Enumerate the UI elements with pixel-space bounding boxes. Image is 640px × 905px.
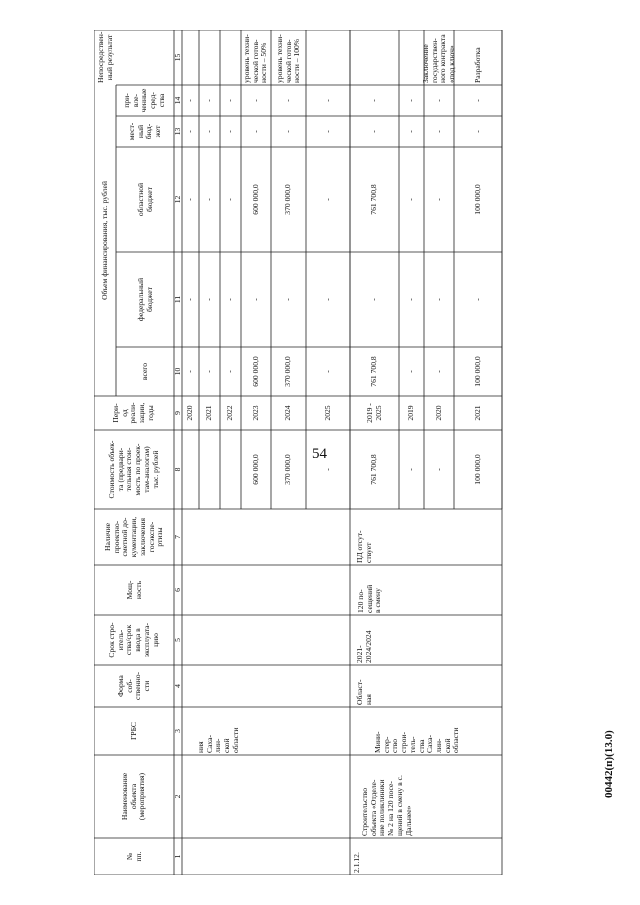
object-row-federal: -: [369, 298, 378, 301]
column-number: 11: [172, 295, 182, 304]
top-row-local: -: [225, 130, 234, 133]
header-object-name: Наименование объекта (мероприятия): [120, 772, 147, 821]
object-row-attracted: -: [433, 99, 443, 102]
header-attracted: при- вле- ченные сред- ства: [122, 88, 166, 113]
header-psd: Наличие проектно- сметной до- кументации, заключения госэкспе- ртизы: [102, 516, 164, 558]
document-code: 00442(п)(13.0): [603, 730, 615, 798]
top-row-total: 370 000,0: [283, 356, 292, 387]
header-period: Пери- од реали- зации, годы: [111, 402, 155, 424]
financing-table: [94, 30, 562, 875]
object-grbs: Мини- стер- ство строи- тель- ства Саха- лин- ской области: [372, 727, 460, 753]
column-number: 9: [172, 411, 182, 415]
object-row-result: Заключение государствен- ного контракта «под ключ»: [420, 34, 456, 83]
grbs-continuation: ния Саха- лин- ской области: [196, 727, 240, 753]
object-row-year: 2020: [433, 405, 443, 421]
object-row-cost: 100 000,0: [472, 454, 482, 485]
top-row-year: 2020: [185, 405, 194, 421]
top-row-result: уровень техни- ческой готов- ности – 100%: [274, 34, 301, 83]
top-row-regional: -: [322, 198, 332, 201]
top-row-year: 2024: [283, 405, 292, 421]
object-row-year: 2019: [406, 405, 415, 421]
header-grbs: ГРБС: [128, 722, 138, 740]
top-row-attracted: -: [250, 99, 260, 102]
object-row-federal: -: [472, 298, 482, 301]
top-row-federal: -: [225, 298, 234, 301]
object-term: 2021- 2024/2024: [355, 630, 373, 663]
object-row-federal: -: [406, 298, 415, 301]
column-number: 1: [172, 854, 182, 859]
top-row-total: -: [185, 370, 194, 373]
top-row-local: -: [185, 130, 194, 133]
top-row-attracted: -: [225, 99, 234, 102]
object-row-attracted: -: [369, 99, 378, 102]
column-number: 7: [172, 535, 182, 539]
top-row-total: -: [204, 370, 213, 373]
column-number: 6: [172, 588, 182, 592]
object-row-total: -: [433, 370, 443, 373]
object-row-attracted: -: [406, 99, 415, 102]
top-row-regional: -: [204, 198, 213, 201]
object-row-cost: -: [433, 468, 443, 471]
object-row-total: 100 000,0: [472, 356, 482, 387]
header-federal-budget: федеральный бюджет: [135, 277, 154, 322]
header-capacity: Мощ- ность: [124, 580, 143, 600]
object-ownership: Област- ная: [355, 679, 373, 705]
object-number: 2.1.12.: [351, 852, 361, 873]
object-row-local: -: [433, 130, 443, 133]
top-row-local: -: [283, 130, 292, 133]
top-row-total: -: [322, 370, 332, 373]
top-row-attracted: -: [204, 99, 213, 102]
top-row-year: 2023: [250, 405, 260, 421]
top-row-federal: -: [250, 298, 260, 301]
column-number: 8: [172, 467, 182, 472]
column-number: 15: [172, 53, 182, 62]
object-row-local: -: [406, 130, 415, 133]
top-row-year: 2021: [204, 405, 213, 421]
object-row-total: 761 700,8: [369, 356, 378, 387]
top-row-local: -: [204, 130, 213, 133]
header-regional-budget: областной бюджет: [135, 182, 154, 217]
object-psd: ПД отсут- ствует: [355, 530, 373, 563]
column-number: 3: [172, 729, 182, 733]
object-row-regional: -: [433, 198, 443, 201]
header-number: № пп.: [124, 851, 143, 862]
column-number: 4: [172, 684, 182, 688]
column-number: 14: [172, 96, 182, 105]
top-row-attracted: -: [322, 99, 332, 102]
header-total: всего: [139, 362, 149, 381]
top-row-regional: 600 000,0: [250, 184, 260, 215]
object-row-local: -: [369, 130, 378, 133]
object-row-regional: -: [406, 198, 415, 201]
top-row-cost: 600 000,0: [250, 454, 260, 485]
header-result: Непосредствен- ный результат: [95, 31, 114, 83]
object-row-cost: 761 700,8: [369, 454, 378, 485]
object-row-regional: 761 700,8: [369, 184, 378, 215]
top-row-federal: -: [204, 298, 213, 301]
column-number: 13: [172, 127, 182, 136]
top-row-attracted: -: [283, 99, 292, 102]
object-row-federal: -: [433, 298, 443, 301]
top-row-local: -: [322, 130, 332, 133]
header-local-budget: мест- ный бюд- жет: [126, 122, 162, 141]
header-cost: Стоимость объек- та (предвари- тельная стои- мость по проек- там-аналогам) тыс. рублей: [107, 440, 160, 499]
page-number: 54: [312, 446, 327, 462]
object-name: Строительство объекта «Отделе- ние поликлиники № 2 на 120 посе- щений в смену в с. Дальнее»: [360, 775, 413, 836]
column-number: 12: [172, 195, 182, 204]
top-row-attracted: -: [185, 99, 194, 102]
object-row-attracted: -: [472, 99, 482, 102]
top-row-year: 2025: [322, 405, 332, 421]
top-row-regional: -: [185, 198, 194, 201]
top-row-local: -: [250, 130, 260, 133]
object-row-year: 2021: [472, 405, 482, 421]
column-number: 10: [172, 367, 182, 376]
top-row-federal: -: [322, 298, 332, 301]
object-capacity: 120 по- сещений в смену: [355, 584, 382, 613]
object-row-cost: -: [406, 468, 415, 471]
object-row-regional: 100 000,0: [472, 184, 482, 215]
object-row-result: Разработка: [472, 47, 482, 83]
top-row-regional: 370 000,0: [283, 184, 292, 215]
object-row-local: -: [472, 130, 482, 133]
top-row-total: -: [225, 370, 234, 373]
object-row-year: 2019 - 2025: [365, 403, 383, 423]
top-row-result: уровень техни- ческой готов- ности – 50%: [242, 34, 269, 83]
top-row-cost: 370 000,0: [283, 454, 292, 485]
column-number: 5: [172, 638, 182, 642]
top-row-federal: -: [185, 298, 194, 301]
header-funding: Объем финансирования, тыс. рублей: [99, 181, 109, 300]
column-number: 2: [172, 794, 182, 799]
header-term: Срок стро- итель- ства/срок ввода в эксплуата- цию: [107, 622, 160, 658]
top-row-federal: -: [283, 298, 292, 301]
header-ownership: Форма соб- ственно- сти: [115, 671, 151, 701]
top-row-year: 2022: [225, 405, 234, 421]
top-row-regional: -: [225, 198, 234, 201]
object-row-total: -: [406, 370, 415, 373]
top-row-cost: -: [322, 468, 332, 471]
top-row-total: 600 000,0: [250, 356, 260, 387]
